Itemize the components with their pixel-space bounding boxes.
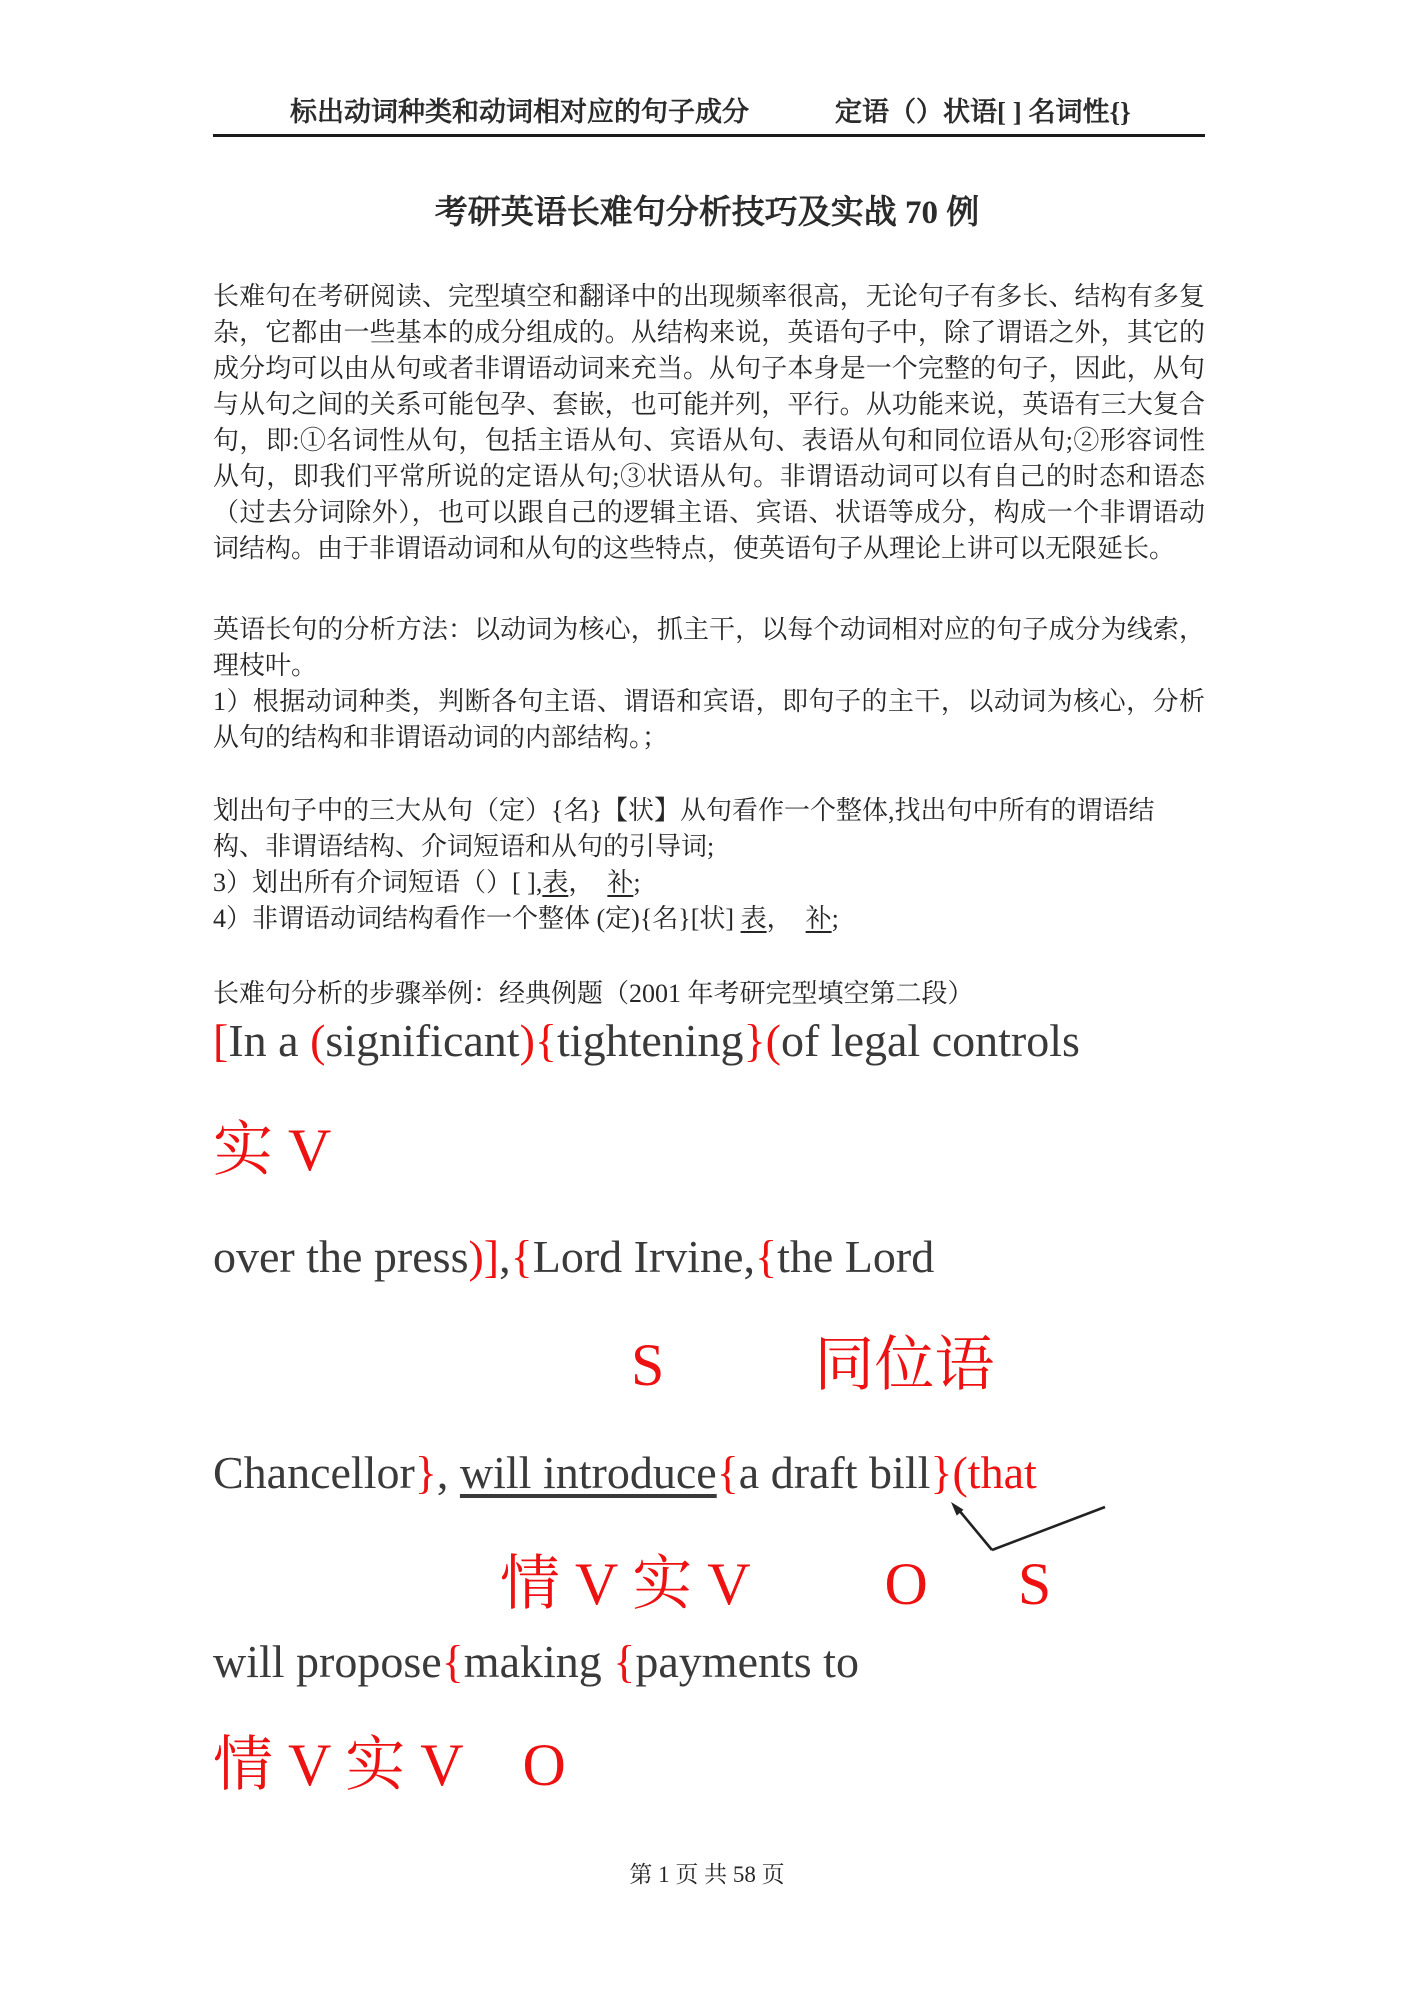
example-caption: 长难句分析的步骤举例：经典例题（2001 年考研完型填空第二段） bbox=[213, 979, 974, 1008]
annotation-label-2: S 同位语 bbox=[631, 1332, 995, 1398]
sentence-line-1: [In a (significant){tightening}(of legal controls bbox=[213, 1015, 1080, 1066]
sentence-line-2: over the press)],{Lord Irvine,{the Lord bbox=[213, 1231, 935, 1282]
footer-page-number: 第 1 页 共 58 页 bbox=[629, 1862, 785, 1887]
method-paragraph bbox=[213, 612, 1205, 756]
sentence-line-4: will propose{making {payments to bbox=[213, 1636, 859, 1687]
annotation-label-3: 情 V 实 V O S bbox=[500, 1551, 1052, 1617]
step-2: 划出句子中的三大从句（定）{名}【状】从句看作一个整体,找出句中所有的谓语结构、非谓语结构、介词短语和从句的引导词; bbox=[213, 796, 1155, 861]
header-rule bbox=[213, 134, 1205, 137]
header-right-text: 定语（）状语[ ] 名词性{} bbox=[835, 97, 1131, 127]
step-4: 4）非谓语动词结构看作一个整体 (定){名}[状] 表， 补; bbox=[213, 904, 839, 933]
step-3: 3）划出所有介词短语（）[ ],表， 补; bbox=[213, 868, 641, 897]
page-title: 考研英语长难句分析技巧及实战 70 例 bbox=[434, 195, 980, 231]
header-left-text: 标出动词种类和动词相对应的句子成分 bbox=[290, 97, 749, 127]
method-summary: 英语长句的分析方法：以动词为核心，抓主干，以每个动词相对应的句子成分为线索，理枝叶。 bbox=[213, 615, 1205, 680]
steps-paragraph bbox=[213, 793, 1205, 937]
annotation-label-4: 情 V 实 V O bbox=[213, 1732, 566, 1798]
sentence-line-3: Chancellor}, will introduce{a draft bill}(that bbox=[213, 1447, 1037, 1498]
method-item-1: 1）根据动词种类，判断各句主语、谓语和宾语，即句子的主干，以动词为核心，分析从句的结构和非谓语动词的内部结构。； bbox=[213, 687, 1205, 752]
annotation-label-1: 实 V bbox=[213, 1117, 332, 1183]
intro-paragraph: 长难句在考研阅读、完型填空和翻译中的出现频率很高，无论句子有多长、结构有多复杂，它都由一些基本的成分组成的。从结构来说，英语句子中，除了谓语之外，其它的成分均可以由从句或者非谓语动词来充当。从句子本身是一个完整的句子，因此，从句与从句之间的关系可能包孕、套嵌，也可能并列，平行。从功能来说，英语有三大复合句，即:①名词性从句，包括主语从句、宾语从句、表语从句和同位语从句;②形容词性从句，即我们平常所说的定语从句;③状语从句。非谓语动词可以有自己的时态和语态（过去分词除外），也可以跟自己的逻辑主语、宾语、状语等成分，构成一个非谓语动词结构。由于非谓语动词和从句的这些特点，使英语句子从理论上讲可以无限延长。 bbox=[213, 282, 1205, 563]
